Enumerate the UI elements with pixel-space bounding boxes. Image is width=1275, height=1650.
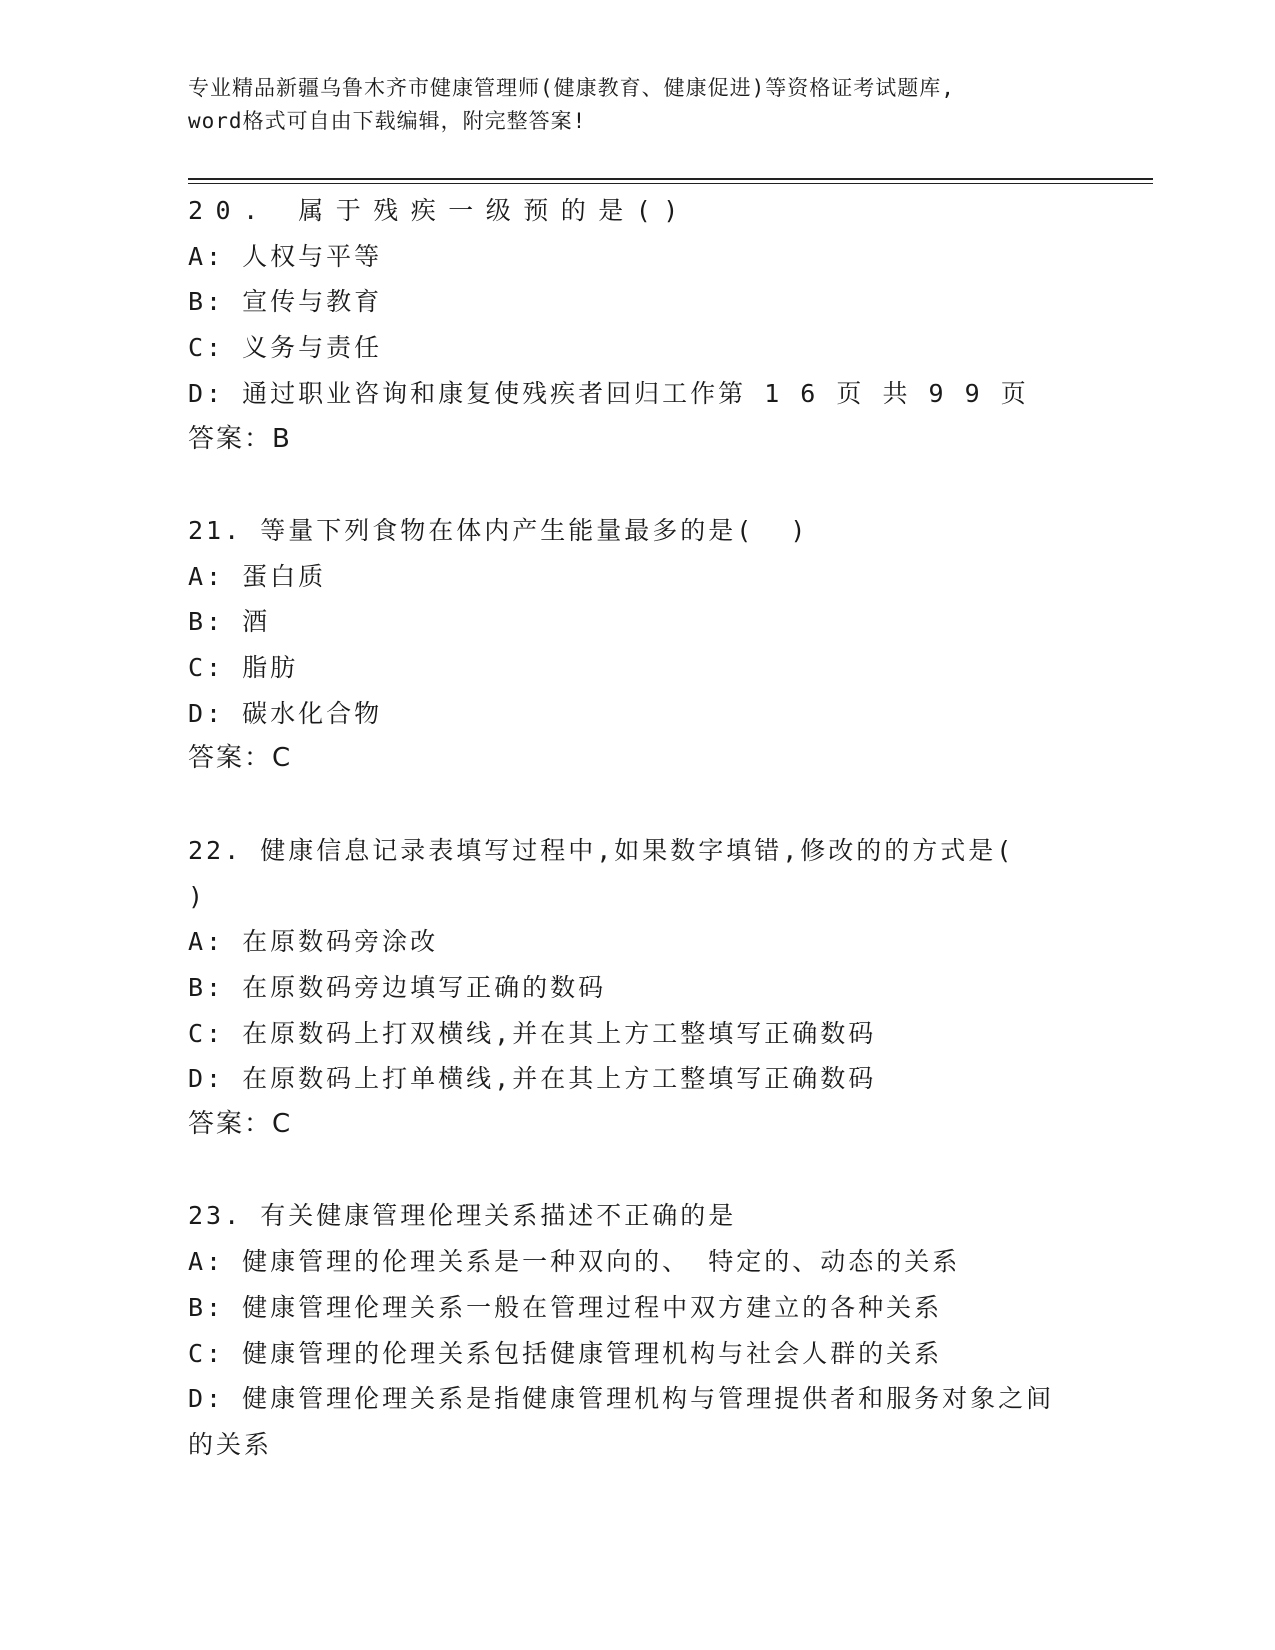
option-b: B: 酒: [188, 607, 271, 637]
option-d: D: 碳水化合物: [188, 698, 383, 728]
question-20: [188, 188, 1088, 462]
option-a: A: 在原数码旁涂改: [188, 927, 439, 957]
question-22: [188, 828, 1088, 1148]
answer: 答案：B: [188, 423, 292, 454]
option-c: C: 健康管理的伦理关系包括健康管理机构与社会人群的关系: [188, 1338, 943, 1368]
option-b: B: 在原数码旁边填写正确的数码: [188, 972, 607, 1002]
option-a: A: 蛋白质: [188, 561, 327, 591]
option-d: D: 在原数码上打单横线,并在其上方工整填写正确数码: [188, 1064, 877, 1094]
document-header: [188, 72, 1088, 138]
option-c: C: 在原数码上打双横线,并在其上方工整填写正确数码: [188, 1018, 877, 1048]
question-title: 20. 属于残疾一级预的是(): [188, 196, 691, 225]
question-21: [188, 508, 1088, 782]
question-title: 23. 有关健康管理伦理关系描述不正确的是: [188, 1201, 737, 1231]
option-b: B: 宣传与教育: [188, 287, 383, 317]
answer: 答案：C: [188, 1109, 293, 1140]
option-a: A: 健康管理的伦理关系是一种双向的、 特定的、动态的关系: [188, 1247, 961, 1277]
question-title: 21. 等量下列食物在体内产生能量最多的是( ): [188, 515, 809, 545]
option-d: D: 健康管理伦理关系是指健康管理机构与管理提供者和服务对象之间: [188, 1384, 1055, 1414]
option-d: D: 通过职业咨询和康复使残疾者回归工作第 1 6 页 共 9 9 页: [188, 378, 1029, 408]
question-title-continued: ): [188, 881, 207, 911]
question-23: [188, 1193, 1088, 1467]
question-list: [188, 188, 1088, 1468]
option-d-continued: 的关系: [188, 1429, 273, 1459]
header-line-1: 专业精品新疆乌鲁木齐市健康管理师(健康教育、健康促进)等资格证考试题库,: [188, 76, 955, 100]
header-divider: [188, 178, 1153, 184]
question-title: 22. 健康信息记录表填写过程中,如果数字填错,修改的的方式是(: [188, 835, 1015, 865]
header-line-2: word格式可自由下载编辑，附完整答案!: [188, 109, 587, 133]
answer: 答案：C: [188, 743, 293, 774]
option-a: A: 人权与平等: [188, 241, 383, 271]
option-c: C: 脂肪: [188, 653, 299, 683]
option-b: B: 健康管理伦理关系一般在管理过程中双方建立的各种关系: [188, 1292, 943, 1322]
option-c: C: 义务与责任: [188, 333, 383, 363]
